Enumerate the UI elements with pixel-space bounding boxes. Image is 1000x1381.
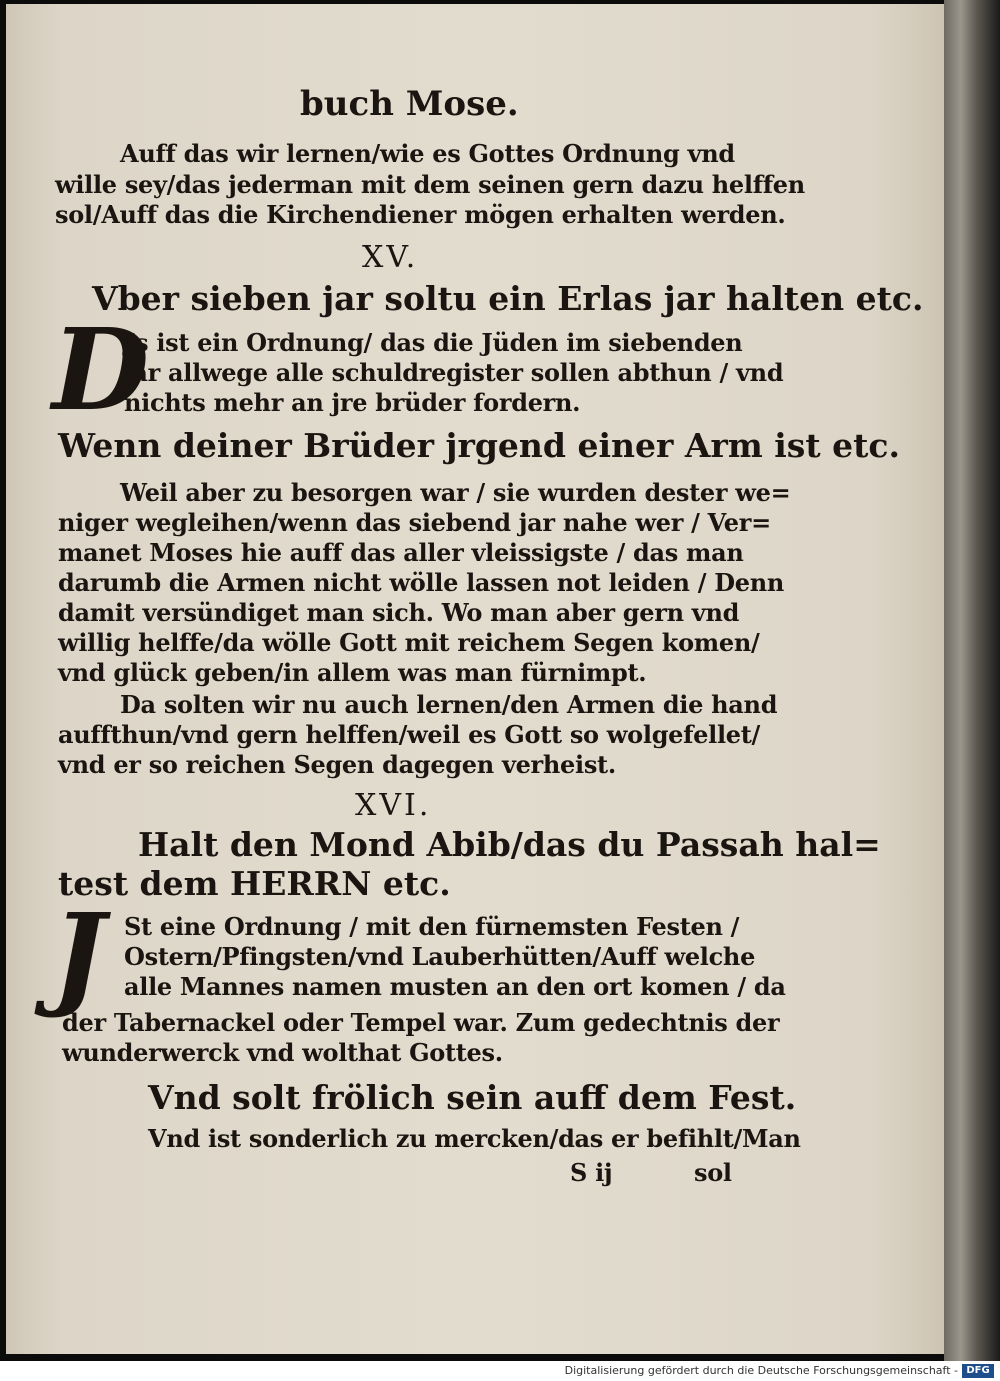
- section-numeral: XVI.: [355, 788, 432, 823]
- text-line: auffthun/vnd gern helffen/weil es Gott so wolgefellet/: [58, 720, 760, 749]
- section-heading: Vber sieben jar soltu ein Erlas jar halten etc.: [92, 279, 924, 318]
- text-line: wille sey/das jederman mit dem seinen gern dazu helffen: [55, 170, 805, 199]
- section-numeral: XV.: [362, 240, 419, 275]
- footer-bar: [0, 1361, 1000, 1381]
- text-line: alle Mannes namen musten an den ort komen / da: [124, 972, 786, 1001]
- text-line: Weil aber zu besorgen war / sie wurden dester we=: [120, 478, 791, 507]
- text-line: Js ist ein Ordnung/ das die Jüden im siebenden: [124, 328, 743, 357]
- text-line: manet Moses hie auff das aller vleissigste / das man: [58, 538, 744, 567]
- text-line: der Tabernackel oder Tempel war. Zum gedechtnis der: [62, 1008, 780, 1037]
- text-line: Ostern/Pfingsten/vnd Lauberhütten/Auff welche: [124, 942, 756, 971]
- book-edge: [944, 0, 1000, 1361]
- running-head: buch Mose.: [300, 84, 519, 124]
- text-line: St eine Ordnung / mit den fürnemsten Festen /: [124, 912, 740, 941]
- subheading: Vnd solt frölich sein auff dem Fest.: [148, 1078, 797, 1117]
- text-line: Vnd ist sonderlich zu mercken/das er befihlt/Man: [148, 1124, 801, 1153]
- drop-cap: D: [52, 305, 150, 436]
- section-heading: test dem HERRN etc.: [58, 864, 451, 903]
- text-line: darumb die Armen nicht wölle lassen not leiden / Denn: [58, 568, 785, 597]
- text-line: willig helffe/da wölle Gott mit reichem Segen komen/: [58, 628, 760, 657]
- text-line: Auff das wir lernen/wie es Gottes Ordnung vnd: [120, 139, 735, 168]
- text-line: jar allwege alle schuldregister sollen abthun / vnd: [124, 358, 784, 387]
- drop-cap: J: [52, 890, 105, 1021]
- text-line: vnd glück geben/in allem was man fürnimpt.: [58, 658, 647, 687]
- text-line: wunderwerck vnd wolthat Gottes.: [62, 1038, 503, 1067]
- text-line: sol/Auff das die Kirchendiener mögen erhalten werden.: [55, 200, 786, 229]
- section-heading: Halt den Mond Abib/das du Passah hal=: [138, 825, 881, 864]
- catchword: sol: [694, 1158, 732, 1187]
- subheading: Wenn deiner Brüder jrgend einer Arm ist etc.: [58, 426, 900, 465]
- text-line: Da solten wir nu auch lernen/den Armen die hand: [120, 690, 778, 719]
- text-line: vnd er so reichen Segen dagegen verheist.: [58, 750, 616, 779]
- text-line: damit versündiget man sich. Wo man aber gern vnd: [58, 598, 740, 627]
- text-line: nichts mehr an jre brüder fordern.: [124, 388, 581, 417]
- text-line: niger wegleihen/wenn das siebend jar nahe wer / Ver=: [58, 508, 771, 537]
- footer-credit: Digitalisierung gefördert durch die Deutsche Forschungsgemeinschaft -: [564, 1364, 958, 1377]
- signature-mark: S ij: [570, 1158, 613, 1187]
- dfg-logo[interactable]: DFG: [962, 1364, 994, 1378]
